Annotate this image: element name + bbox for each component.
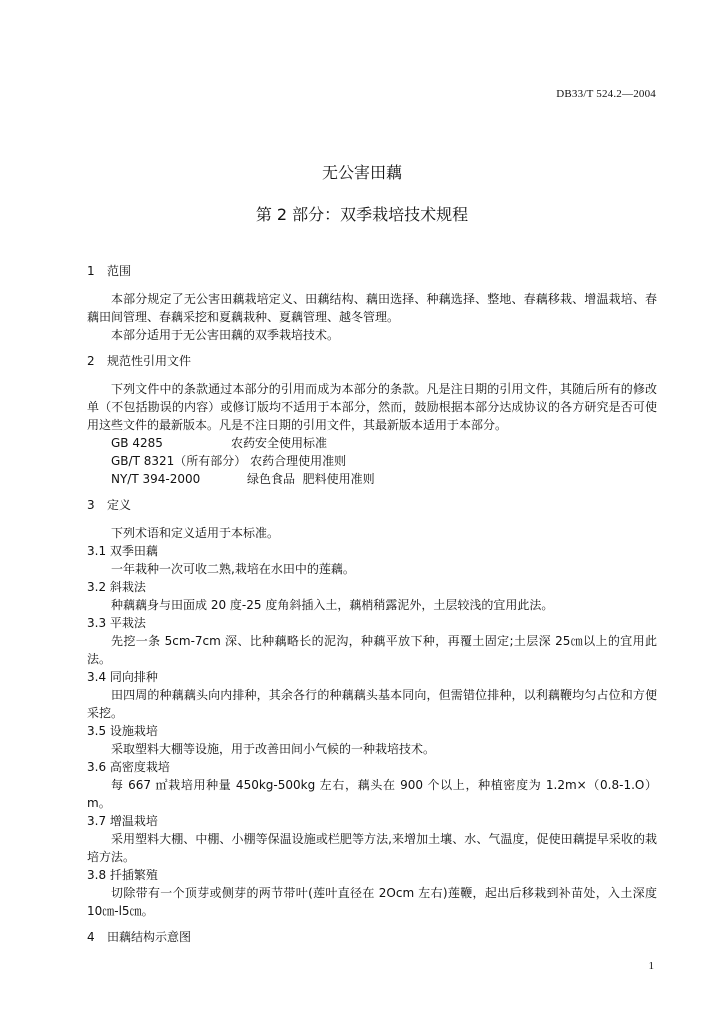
section-heading: 3 定义 — [87, 498, 132, 512]
definition-term: 3.3 平栽法 — [87, 616, 146, 630]
definition-term: 3.4 同向排种 — [87, 670, 158, 684]
document-subtitle: 第 2 部分：双季栽培技术规程 — [255, 205, 469, 224]
definition-text: 一年栽种一次可收二熟,栽培在水田中的莲藕。 — [111, 562, 355, 576]
definition-term: 3.7 增温栽培 — [87, 814, 158, 828]
definition-text: 采用塑料大棚、中棚、小棚等保温设施或栏肥等方法,来增加土壤、水、气温度，促使田藕提早采收的栽培方法。 — [87, 832, 657, 864]
document-body — [87, 262, 657, 946]
paragraph: 本部分规定了无公害田藕栽培定义、田藕结构、藕田选择、种藕选择、整地、春藕移栽、增温栽培、春藕田间管理、春藕采挖和夏藕栽种、夏藕管理、越冬管理。 — [87, 292, 657, 324]
definition-text: 采取塑料大棚等设施，用于改善田间小气候的一种栽培技术。 — [111, 742, 436, 756]
definition-text: 田四周的种藕藕头向内排种，其余各行的种藕藕头基本同向，但需错位排种，以利藕鞭均匀占位和方便采挖。 — [87, 688, 657, 720]
definition-text: 种藕藕身与田面成 20 度-25 度角斜插入土，藕梢稍露泥外，土层较浅的宜用此法。 — [111, 598, 554, 612]
standard-number: DB33/T 524.2—2004 — [556, 88, 656, 100]
definition-text: 切除带有一个顶芽或侧芽的两节带叶(莲叶直径在 2Ocm 左右)莲鞭，起出后移栽到补苗处，入土深度 10㎝-l5㎝。 — [87, 886, 657, 918]
definition-text: 每 667 ㎡栽培用种量 450kg-500kg 左右，藕头在 900 个以上，种植密度为 1.2m×（0.8-1.O）m。 — [87, 778, 657, 810]
reference-item: NY/T 394-2000 绿色食品 肥料使用准则 — [111, 472, 375, 486]
definition-term: 3.8 扦插繁殖 — [87, 868, 158, 882]
section-heading: 1 范围 — [87, 264, 132, 278]
reference-item: GB 4285 农药安全使用标准 — [111, 436, 328, 450]
definition-text: 先挖一条 5cm-7cm 深、比种藕略长的泥沟，种藕平放下种，再覆土固定;土层深 25㎝以上的宜用此法。 — [87, 634, 657, 666]
definition-term: 3.6 高密度栽培 — [87, 760, 170, 774]
document-title: 无公害田藕 — [321, 163, 402, 182]
page-number: 1 — [648, 960, 654, 972]
paragraph: 下列术语和定义适用于本标准。 — [111, 526, 280, 540]
definition-term: 3.2 斜栽法 — [87, 580, 146, 594]
definition-term: 3.5 设施栽培 — [87, 724, 158, 738]
section-heading: 2 规范性引用文件 — [87, 354, 192, 368]
paragraph: 本部分适用于无公害田藕的双季栽培技术。 — [111, 328, 340, 342]
reference-item: GB/T 8321（所有部分） 农药合理使用准则 — [111, 454, 347, 468]
definition-term: 3.1 双季田藕 — [87, 544, 158, 558]
paragraph: 下列文件中的条款通过本部分的引用而成为本部分的条款。凡是注日期的引用文件，其随后所有的修改单（不包括勘误的内容）或修订版均不适用于本部分，然而，鼓励根据本部分达成协议的各方研究是否可使用这些文件的最新版本。凡是不注日期的引用文件，其最新版本适用于本部分。 — [87, 382, 657, 432]
section-heading: 4 田藕结构示意图 — [87, 930, 192, 944]
